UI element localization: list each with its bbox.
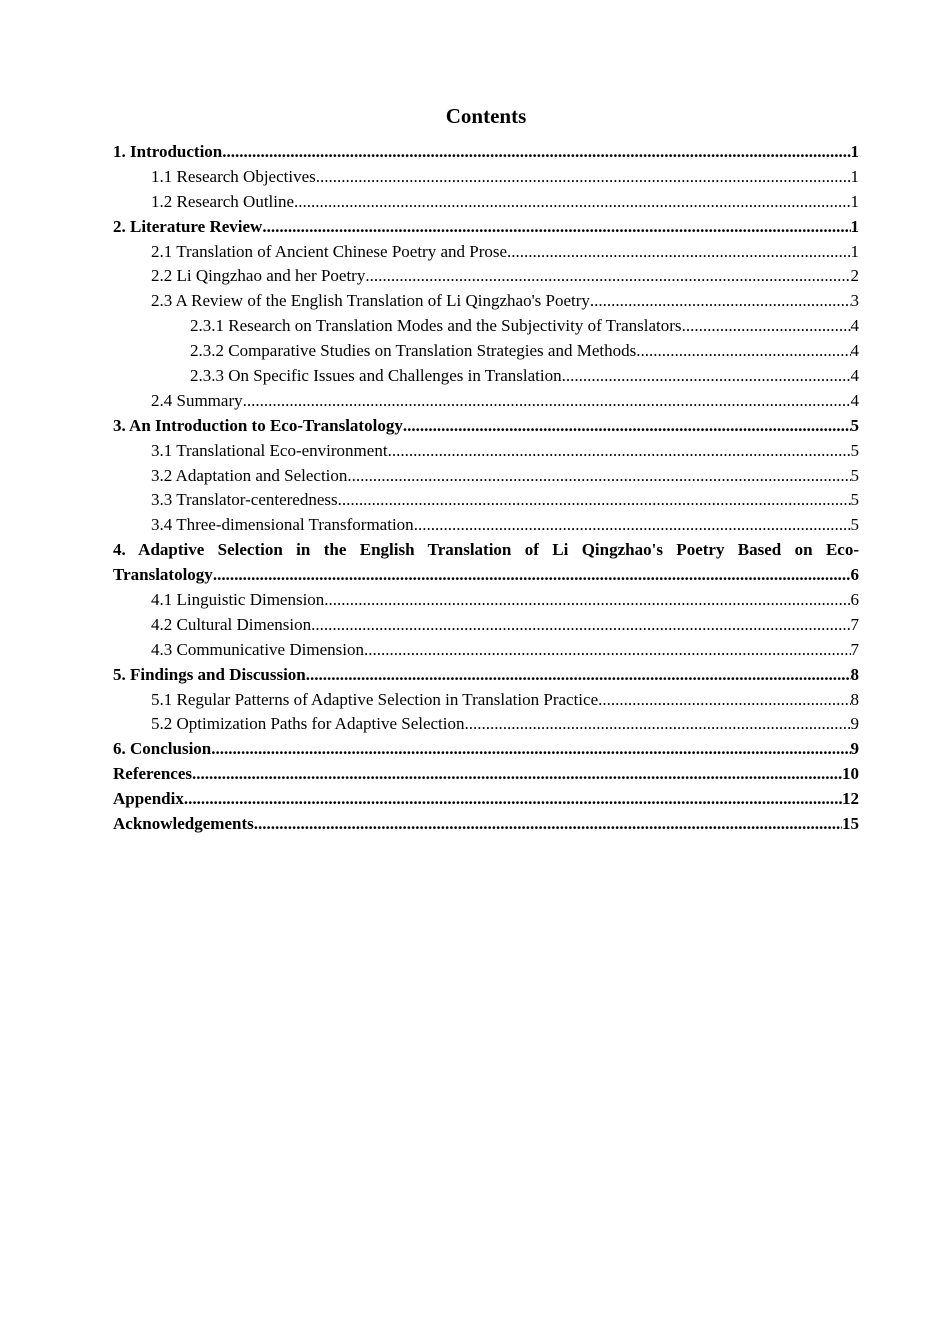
toc-entry-title: 6. Conclusion — [113, 739, 212, 759]
toc-page-number: 4 — [850, 316, 859, 336]
toc-page-number: 5 — [850, 465, 859, 485]
toc-entry[interactable] — [113, 439, 859, 464]
toc-entry-title: 2.4 Summary — [151, 390, 243, 410]
toc-entry[interactable] — [113, 190, 859, 215]
toc-entry-title: Acknowledgements — [113, 814, 254, 834]
toc-leader-dots — [347, 464, 850, 489]
toc-entry-title: 2.3.2 Comparative Studies on Translation Strategies and Methods — [190, 341, 637, 361]
toc-entry-title: 2. Literature Review — [113, 216, 263, 236]
toc-page-number: 1 — [850, 216, 859, 236]
toc-entry[interactable] — [113, 140, 859, 165]
toc-leader-dots — [403, 414, 851, 439]
toc-entry-title: 4.2 Cultural Dimension — [151, 614, 312, 634]
toc-entry[interactable] — [113, 712, 859, 737]
toc-page-number: 5 — [850, 490, 859, 510]
toc-entry[interactable] — [113, 538, 859, 588]
toc-entry[interactable] — [113, 787, 859, 812]
toc-leader-dots — [294, 190, 850, 215]
toc-entry-title-line2-row — [113, 563, 859, 588]
toc-page-number: 4 — [850, 366, 859, 386]
toc-leader-dots — [338, 488, 851, 513]
toc-entry[interactable] — [113, 737, 859, 762]
toc-entry[interactable] — [113, 663, 859, 688]
toc-title: Contents — [445, 104, 527, 128]
toc-entry[interactable] — [113, 588, 859, 613]
toc-entry[interactable] — [113, 488, 859, 513]
toc-entry-title: 5. Findings and Discussion — [113, 664, 306, 684]
toc-leader-dots — [222, 140, 850, 165]
toc-page-number: 5 — [850, 440, 859, 460]
toc-entry-title: 5.2 Optimization Paths for Adaptive Selection — [151, 714, 465, 734]
toc-entry[interactable] — [113, 289, 859, 314]
toc-entry-title-line1: 4. Adaptive Selection in the English Translation of Li Qingzhao's Poetry Based on Eco- — [113, 540, 859, 560]
toc-leader-dots — [243, 389, 851, 414]
toc-entry-title: 2.2 Li Qingzhao and her Poetry — [151, 266, 366, 286]
toc-page-number: 6 — [850, 565, 859, 585]
toc-entry-title: 4.1 Linguistic Dimension — [151, 590, 325, 610]
toc-page-number: 9 — [850, 739, 859, 759]
toc-page-number: 6 — [850, 590, 859, 610]
toc-entry[interactable] — [113, 464, 859, 489]
toc-entry[interactable] — [113, 339, 859, 364]
toc-entry-title: 2.1 Translation of Ancient Chinese Poetry and Prose — [151, 241, 508, 261]
toc-leader-dots — [254, 812, 842, 837]
toc-page-number: 8 — [850, 689, 859, 709]
toc-leader-dots — [192, 762, 842, 787]
toc-page-number: 5 — [850, 515, 859, 535]
toc-entry-title-line2: Translatology — [113, 565, 213, 585]
toc-leader-dots — [590, 289, 851, 314]
toc-page-number: 12 — [842, 789, 859, 809]
toc-page-number: 7 — [850, 614, 859, 634]
toc-leader-dots — [365, 264, 850, 289]
toc-leader-dots — [507, 240, 850, 265]
toc-page-number: 1 — [850, 191, 859, 211]
toc-leader-dots — [414, 513, 851, 538]
toc-page-number: 2 — [850, 266, 859, 286]
toc-leader-dots — [562, 364, 851, 389]
toc-leader-dots — [465, 712, 851, 737]
toc-entry[interactable] — [113, 613, 859, 638]
toc-entry-title: 3.3 Translator-centeredness — [151, 490, 338, 510]
toc-entry-title: 1.1 Research Objectives — [151, 166, 316, 186]
toc-entry-title: 2.3.3 On Specific Issues and Challenges in Translation — [190, 366, 562, 386]
toc-entry[interactable] — [113, 215, 859, 240]
toc-page-number: 1 — [850, 241, 859, 261]
toc-entry[interactable] — [113, 165, 859, 190]
toc-entry[interactable] — [113, 762, 859, 787]
toc-entry-title: 5.1 Regular Patterns of Adaptive Selection in Translation Practice — [151, 689, 599, 709]
toc-entry[interactable] — [113, 688, 859, 713]
toc-page-number: 4 — [850, 390, 859, 410]
toc-list — [113, 140, 859, 837]
toc-page-number: 1 — [850, 142, 859, 161]
toc-entry-title: 2.3 A Review of the English Translation of Li Qingzhao's Poetry — [151, 291, 590, 311]
toc-entry[interactable] — [113, 240, 859, 265]
toc-entry[interactable] — [113, 314, 859, 339]
toc-page-number: 3 — [850, 291, 859, 311]
toc-leader-dots — [306, 663, 851, 688]
toc-entry[interactable] — [113, 414, 859, 439]
toc-entry-title: 3.2 Adaptation and Selection — [151, 465, 348, 485]
toc-leader-dots — [388, 439, 851, 464]
toc-entry-title: 3.1 Translational Eco-environment — [151, 440, 388, 460]
toc-entry-title: Appendix — [113, 789, 184, 809]
toc-page-number: 4 — [850, 341, 859, 361]
toc-leader-dots — [364, 638, 851, 663]
toc-entry-title: References — [113, 764, 192, 784]
toc-entry-title: 2.3.1 Research on Translation Modes and the Subjectivity of Translators — [190, 316, 682, 336]
toc-page-number: 7 — [850, 639, 859, 659]
toc-entry-title: 3. An Introduction to Eco-Translatology — [113, 415, 403, 435]
toc-entry[interactable] — [113, 638, 859, 663]
toc-leader-dots — [213, 563, 851, 588]
toc-entry[interactable] — [113, 389, 859, 414]
toc-leader-dots — [324, 588, 850, 613]
toc-entry-title: 1. Introduction — [113, 142, 223, 161]
toc-page-number: 8 — [850, 664, 859, 684]
toc-page-number: 15 — [842, 814, 859, 834]
toc-leader-dots — [262, 215, 850, 240]
toc-entry[interactable] — [113, 364, 859, 389]
toc-leader-dots — [184, 787, 842, 812]
toc-entry[interactable] — [113, 264, 859, 289]
toc-entry-title: 1.2 Research Outline — [151, 191, 295, 211]
toc-leader-dots — [598, 688, 850, 713]
toc-leader-dots — [316, 165, 851, 190]
toc-entry[interactable] — [113, 513, 859, 538]
toc-page-number: 5 — [850, 415, 859, 435]
toc-page-number: 9 — [850, 714, 859, 734]
toc-page-number: 1 — [850, 166, 859, 186]
toc-leader-dots — [211, 737, 850, 762]
toc-leader-dots — [636, 339, 850, 364]
toc-page-number: 10 — [842, 764, 859, 784]
toc-entry-title: 3.4 Three-dimensional Transformation — [151, 515, 414, 535]
table-of-contents — [113, 100, 859, 837]
toc-leader-dots — [682, 314, 851, 339]
toc-leader-dots — [311, 613, 850, 638]
toc-entry[interactable] — [113, 812, 859, 837]
toc-entry-title: 4.3 Communicative Dimension — [151, 639, 364, 659]
